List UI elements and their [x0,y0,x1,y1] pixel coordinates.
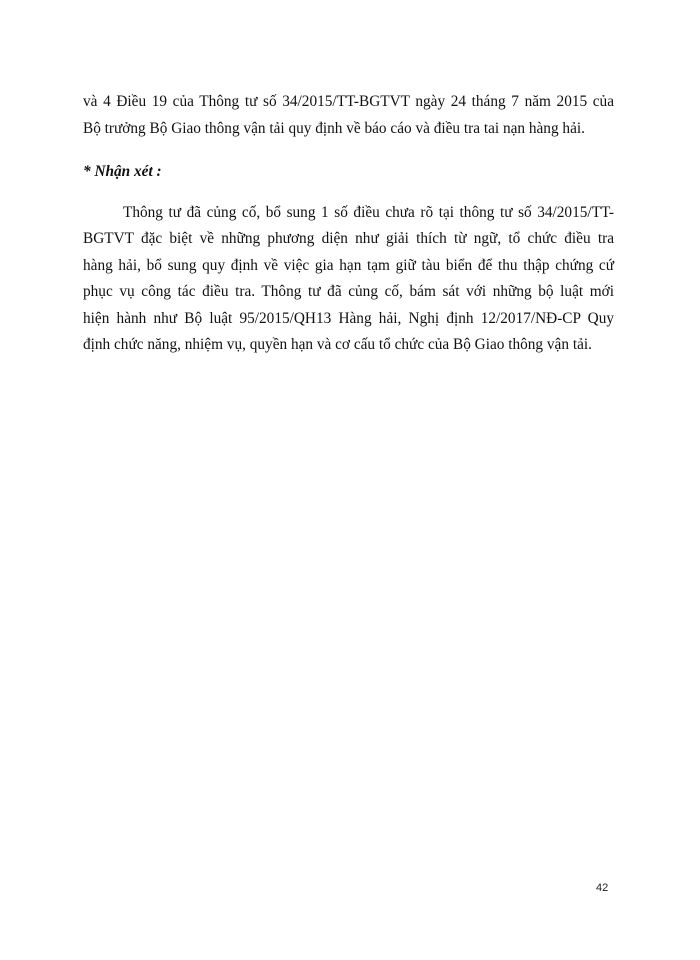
body-line: hiện hành như Bộ luật 95/2015/QH13 Hàng hải, Nghị định 12/2017/NĐ-CP Quy [83,309,614,327]
body-line: định chức năng, nhiệm vụ, quyền hạn và cơ cấu tổ chức của Bộ Giao thông vận tải. [83,336,592,353]
body-line: BGTVT đặc biệt về những phương diện như giải thích từ ngữ, tổ chức điều tra [83,230,614,247]
intro-line: Bộ trưởng Bộ Giao thông vận tải quy định về báo cáo và điều tra tai nạn hàng hải. [83,119,585,137]
body-paragraph [83,200,614,359]
page-content [83,89,614,359]
intro-line: và 4 Điều 19 của Thông tư số 34/2015/TT-BGTVT ngày 24 tháng 7 năm 2015 của [83,93,614,110]
page-number: 42 [596,882,609,894]
body-line: Thông tư đã củng cố, bổ sung 1 số điều chưa rõ tại thông tư số 34/2015/TT- [123,203,614,221]
section-heading: * Nhận xét : [83,163,162,180]
body-line: phục vụ công tác điều tra. Thông tư đã củng cố, bám sát với những bộ luật mới [83,283,614,300]
intro-paragraph [83,89,614,142]
body-line: hàng hải, bổ sung quy định về việc gia hạn tạm giữ tàu biển để thu thập chứng cứ [83,256,614,274]
